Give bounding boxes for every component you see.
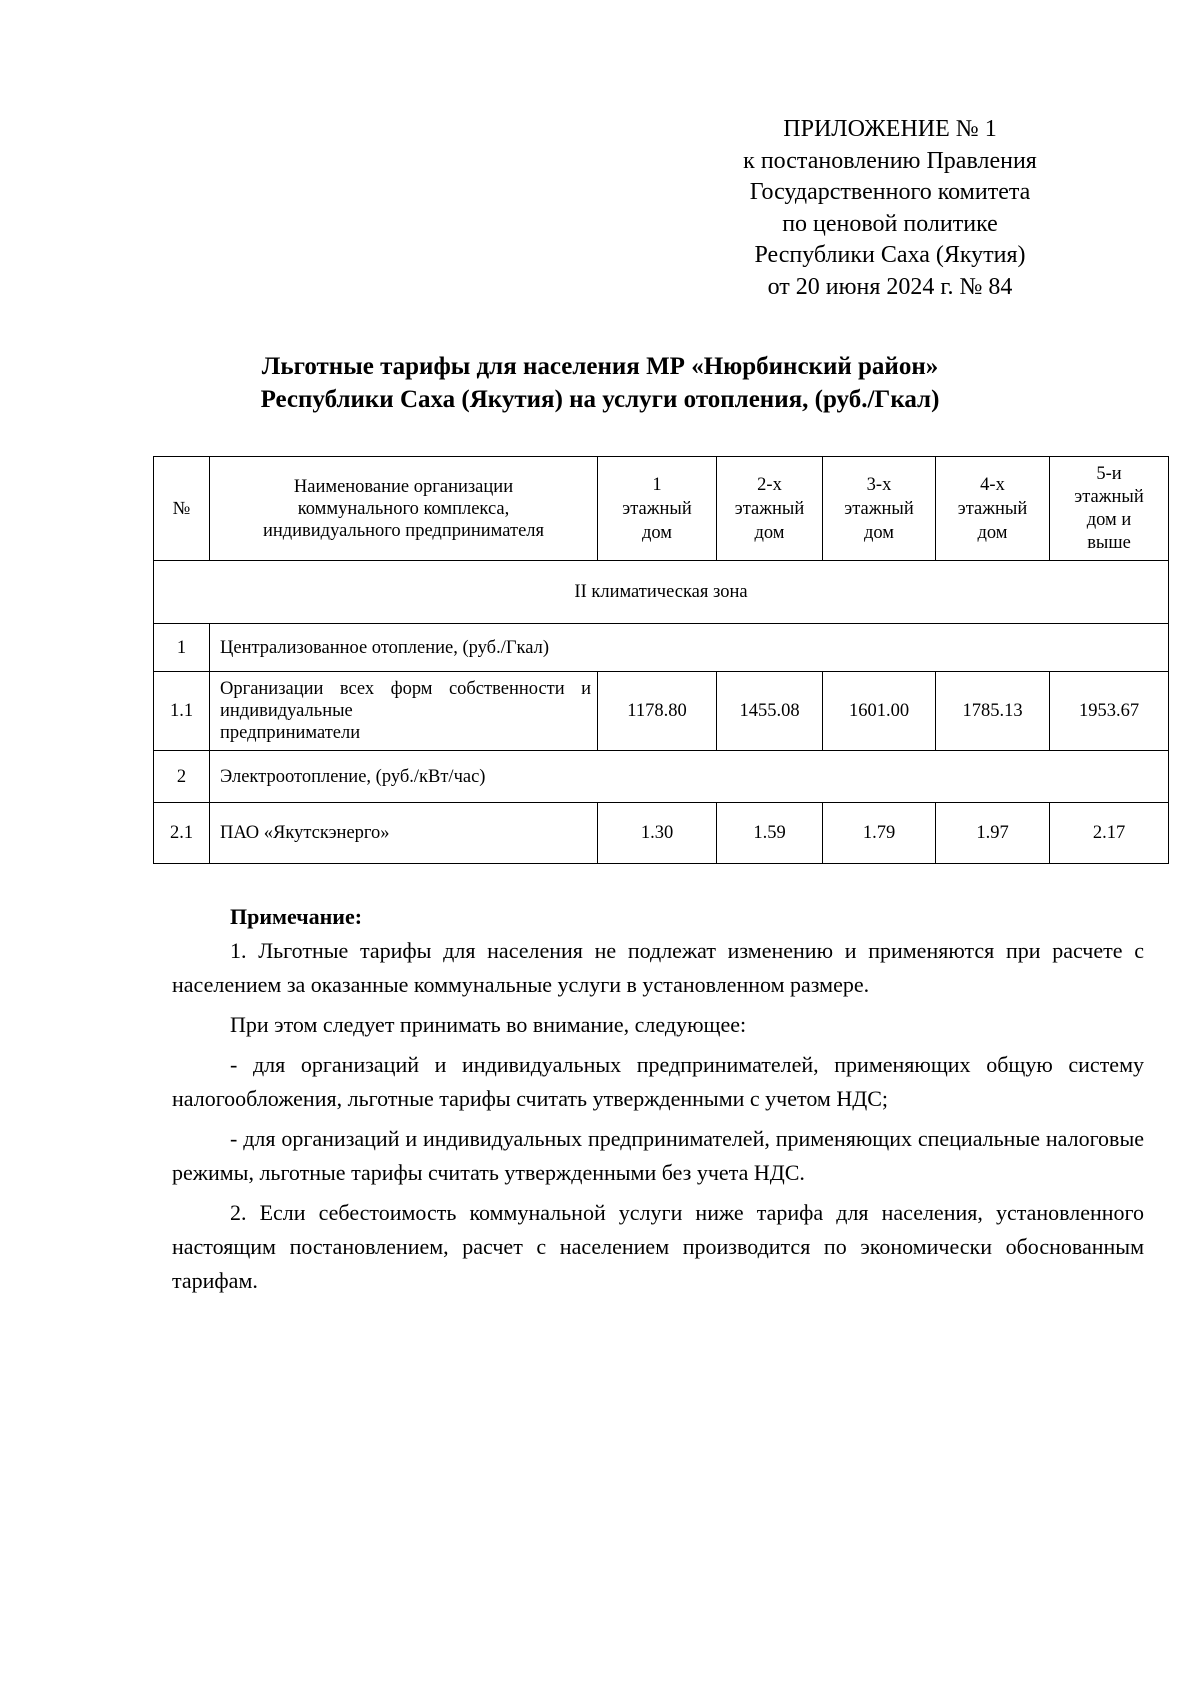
row-name-line: Организации всех форм [220, 679, 433, 699]
section-num: 1 [154, 624, 210, 672]
note-paragraph: - для организаций и индивидуальных предпринимателей, применяющих специальные налоговые режимы, льготные тарифы считать утвержденными без учета НДС. [172, 1126, 1144, 1185]
header-line: дом [641, 522, 673, 543]
header-line: 3-х [866, 474, 892, 495]
appendix-line: Государственного комитета [749, 179, 1031, 205]
header-floor-1 [598, 457, 717, 561]
note-paragraph: При этом следует принимать во внимание, следующее: [230, 1012, 747, 1037]
row-name-line: предприниматели [220, 723, 361, 743]
notes-section [172, 900, 1144, 1298]
row-name [210, 672, 598, 751]
section-num: 2 [154, 751, 210, 803]
value-floor-5: 1953.67 [1050, 672, 1169, 751]
header-line: этажный [622, 498, 692, 519]
value-floor-3: 1.79 [823, 803, 936, 864]
row-num: 1.1 [154, 672, 210, 751]
appendix-header [720, 114, 1060, 303]
header-line: дом и [1086, 509, 1132, 530]
notes-title: Примечание: [230, 904, 363, 929]
appendix-line: по ценовой политике [782, 210, 998, 237]
header-line: 1 [652, 474, 662, 495]
header-line: этажный [957, 498, 1028, 519]
section-row [154, 751, 1169, 803]
header-line: 5-и [1096, 463, 1122, 484]
value-floor-1: 1178.80 [598, 672, 717, 751]
header-line: этажный [1074, 486, 1144, 507]
header-name-line: коммунального комплекса, [297, 498, 510, 519]
tariff-table [153, 456, 1169, 864]
section-label: Электроотопление, (руб./кВт/час) [210, 751, 1169, 803]
value-floor-5: 2.17 [1050, 803, 1169, 864]
header-floor-4 [936, 457, 1050, 561]
value-floor-3: 1601.00 [823, 672, 936, 751]
row-num: 2.1 [154, 803, 210, 864]
row-name-line: собственности и индивидуальные [220, 679, 591, 721]
header-name-line: Наименование организации [293, 476, 514, 497]
header-floor-3 [823, 457, 936, 561]
header-line: дом [977, 522, 1008, 543]
header-name [210, 457, 598, 561]
section-row [154, 624, 1169, 672]
value-floor-2: 1.59 [717, 803, 823, 864]
header-line: этажный [844, 498, 914, 519]
row-name: ПАО «Якутскэнерго» [210, 803, 598, 864]
note-paragraph: 2. Если себестоимость коммунальной услуги ниже тарифа для населения, установленного настоящим постановлением, расчет с населением производится по экономически обоснованным тарифам. [172, 1200, 1144, 1293]
header-line: 4-х [980, 474, 1005, 495]
title-line: Республики Саха (Якутия) на услуги отопления, (руб./Гкал) [260, 386, 940, 413]
header-line: выше [1087, 532, 1131, 553]
appendix-line: ПРИЛОЖЕНИЕ № 1 [783, 116, 997, 142]
value-floor-1: 1.30 [598, 803, 717, 864]
appendix-line: от 20 июня 2024 г. № 84 [767, 273, 1013, 300]
table-row [154, 803, 1169, 864]
header-name-line: индивидуального предпринимателя [262, 520, 545, 541]
document-title [0, 350, 1200, 416]
note-paragraph: - для организаций и индивидуальных предпринимателей, применяющих общую систему налогообложения, льготные тарифы считать утвержденными с учетом НДС; [172, 1052, 1144, 1111]
header-num: № [154, 457, 210, 561]
value-floor-4: 1785.13 [936, 672, 1050, 751]
section-label: Централизованное отопление, (руб./Гкал) [210, 624, 1169, 672]
title-line: Льготные тарифы для населения МР «Нюрбинский район» [261, 353, 939, 380]
value-floor-2: 1455.08 [717, 672, 823, 751]
note-paragraph: 1. Льготные тарифы для населения не подлежат изменению и применяются при расчете с населением за оказанные коммунальные услуги в установленном размере. [172, 938, 1144, 997]
appendix-line: к постановлению Правления [743, 147, 1037, 174]
value-floor-4: 1.97 [936, 803, 1050, 864]
zone-row [154, 561, 1169, 624]
header-line: этажный [734, 498, 805, 519]
header-line: дом [754, 522, 785, 543]
header-line: дом [863, 522, 895, 543]
climate-zone-label: II климатическая зона [154, 561, 1169, 624]
table-row [154, 672, 1169, 751]
appendix-line: Республики Саха (Якутия) [754, 242, 1026, 268]
header-line: 2-х [757, 474, 782, 495]
header-floor-2 [717, 457, 823, 561]
table-header-row [154, 457, 1169, 561]
header-floor-5 [1050, 457, 1169, 561]
